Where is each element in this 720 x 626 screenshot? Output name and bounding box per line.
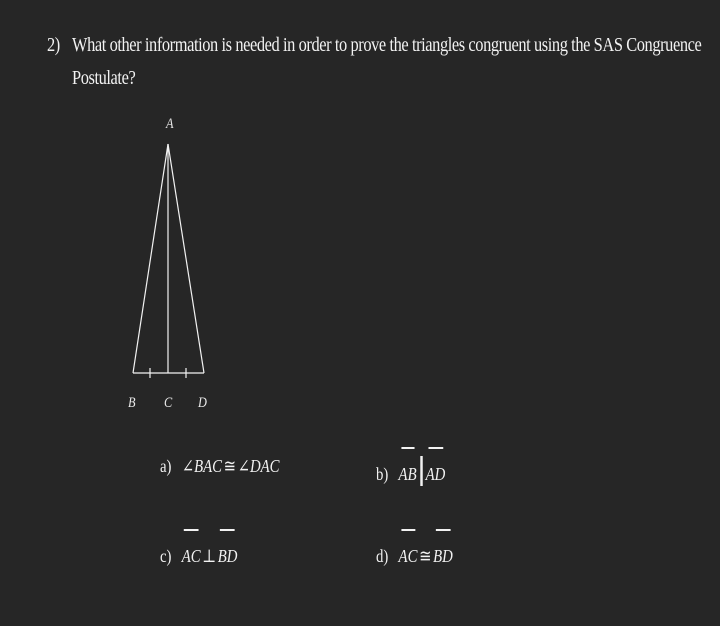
segment-ac: AC	[181, 546, 201, 566]
choice-right-term: ∠DAC	[237, 456, 280, 476]
side-ab	[133, 144, 168, 373]
choice-left-term: ∠BAC	[181, 456, 222, 476]
question-text-line-2: Postulate?	[72, 67, 136, 89]
segment-bd: BD	[217, 546, 238, 566]
triangle-diagram	[100, 108, 240, 428]
side-ad	[168, 144, 204, 373]
answer-choice-c[interactable]	[160, 546, 237, 567]
vertex-label-b: B	[128, 395, 136, 411]
answer-choice-b[interactable]	[376, 456, 445, 486]
vertex-label-d: D	[198, 395, 207, 411]
segment-ab: AB	[398, 464, 417, 484]
segment-bd: BD	[433, 546, 453, 566]
congruent-symbol: ≅	[223, 456, 236, 476]
choice-letter: b)	[376, 464, 389, 484]
answer-choice-a[interactable]	[160, 456, 280, 477]
triangle-figure	[100, 108, 240, 428]
segment-ad: AD	[425, 464, 446, 484]
choice-letter: c)	[160, 546, 172, 566]
perpendicular-symbol: ⊥	[202, 546, 217, 566]
choice-letter: d)	[376, 546, 389, 566]
vertex-label-a: A	[166, 116, 174, 132]
choice-letter: a)	[160, 456, 172, 476]
congruent-symbol: ≅	[419, 546, 432, 566]
question-text-line-1: What other information is needed in order to prove the triangles congruent using the SAS Congruence	[72, 34, 702, 56]
question-number: 2)	[47, 34, 60, 56]
answer-choice-d[interactable]	[376, 546, 453, 567]
segment-ac: AC	[398, 546, 418, 566]
vertical-bar-symbol	[420, 456, 422, 486]
vertex-label-c: C	[164, 395, 173, 411]
